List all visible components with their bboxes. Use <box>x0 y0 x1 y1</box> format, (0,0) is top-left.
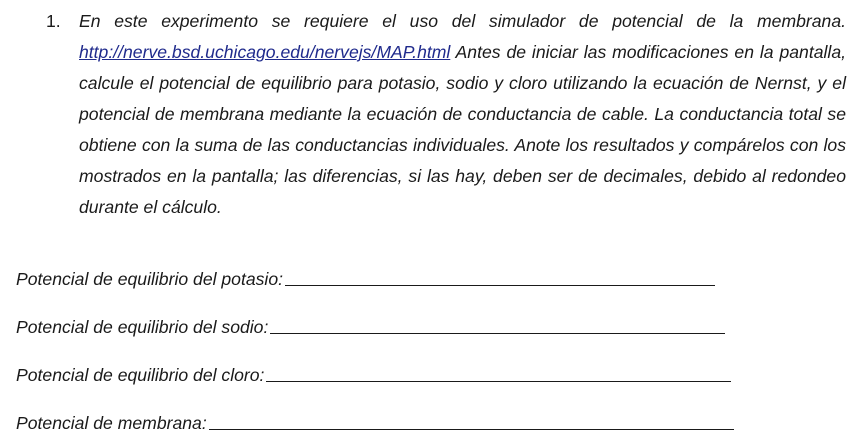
answer-blank-chlorine[interactable] <box>266 381 731 382</box>
answer-label-potassium: Potencial de equilibrio del potasio: <box>16 269 284 289</box>
answer-blank-sodium[interactable] <box>270 333 725 334</box>
answer-label-sodium: Potencial de equilibrio del sodio: <box>16 317 269 337</box>
answer-row-membrane <box>16 386 776 434</box>
simulator-link[interactable]: http://nerve.bsd.uchicago.edu/nervejs/MAP.html <box>79 42 451 62</box>
question-instructions-text: Antes de iniciar las modificaciones en la pantalla, calcule el potencial de equilibrio para potasio, sodio y cloro utilizando la ecuación de Nernst, y el potencial de membrana mediante la ecuación de conductancia de cable. La conductancia total se obtiene con la suma de las conductancias individuales. Anote los resultados y compárelos con los mostrados en la pantalla; las diferencias, si las hay, deben ser de decimales, debido al redondeo durante el cálculo. <box>79 42 846 217</box>
answer-blank-potassium[interactable] <box>285 285 715 286</box>
answer-row-potassium <box>16 242 776 290</box>
question-intro-text: En este experimento se requiere el uso del simulador de potencial de la membrana. <box>79 11 846 31</box>
answer-label-chlorine: Potencial de equilibrio del cloro: <box>16 365 265 385</box>
answer-section <box>16 242 776 434</box>
question-number: 1. <box>46 11 61 31</box>
question-1 <box>46 6 846 223</box>
answer-row-sodium <box>16 290 776 338</box>
answer-label-membrane: Potencial de membrana: <box>16 413 207 433</box>
question-text <box>79 6 846 223</box>
answer-row-chlorine <box>16 338 776 386</box>
